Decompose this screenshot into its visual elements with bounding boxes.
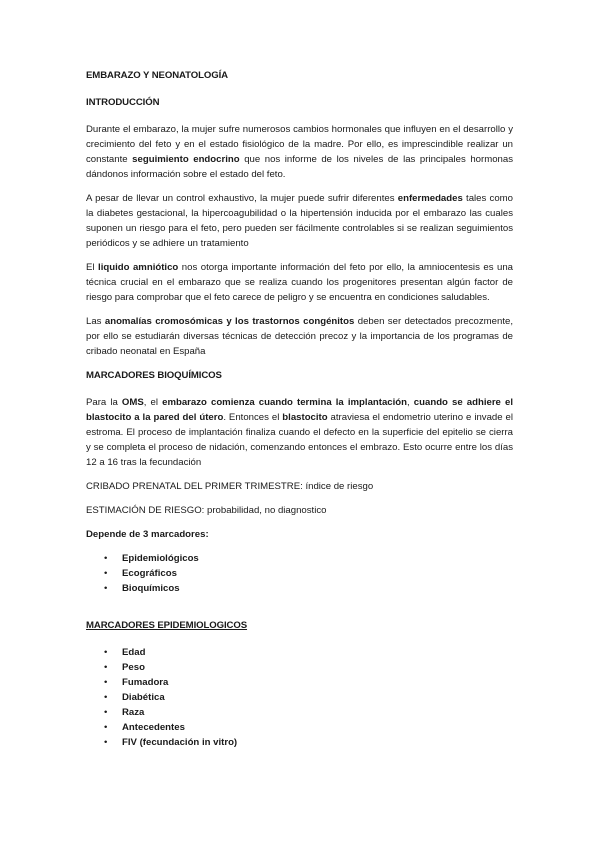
bold-term: seguimiento endocrino xyxy=(132,154,240,165)
list-item-label: Raza xyxy=(122,707,145,718)
bullet-icon: • xyxy=(104,662,108,673)
bullet-icon: • xyxy=(104,583,108,594)
bold-term: OMS xyxy=(121,397,144,408)
list-item-label: FIV (fecundación in vitro) xyxy=(122,737,238,748)
list-item-label: Epidemiológicos xyxy=(122,553,199,564)
marcadores-list xyxy=(86,551,513,596)
bold-term: liquido amniótico xyxy=(98,262,179,273)
bullet-icon: • xyxy=(104,692,108,703)
bullet-icon: • xyxy=(104,737,108,748)
intro-paragraph-1: Durante el embarazo, la mujer sufre numerosos cambios hormonales que influyen en el desarrollo y crecimiento del feto y en el estado fisiológico de la madre. Por ello, es imprescindible realizar un constante seguimiento endocrino que nos informe de los niveles de las principales hormonas dándonos información sobre el estado del feto. xyxy=(86,124,513,180)
cribado-line: CRIBADO PRENATAL DEL PRIMER TRIMESTRE: índice de riesgo xyxy=(86,481,374,492)
bold-term: embarazo comienza cuando termina la implantación xyxy=(162,397,408,408)
depende-line: Depende de 3 marcadores: xyxy=(86,529,209,540)
list-item-label: Diabética xyxy=(122,692,165,703)
intro-paragraph-3: El liquido amniótico nos otorga importante información del feto por ello, la amniocentesis es una técnica crucial en el embarazo que se realiza cuando los progenitores presentan algún factor de riesgo para comprobar que el feto carece de peligro y se encuentra en condiciones saludables. xyxy=(86,262,513,303)
list-item xyxy=(86,645,513,660)
bold-term: blastocito xyxy=(282,412,328,423)
bold-term: enfermedades xyxy=(397,193,463,204)
epidemiologicos-list xyxy=(86,645,513,750)
bioquimicos-paragraph-1: Para la OMS, el embarazo comienza cuando termina la implantación, cuando se adhiere el blastocito a la pared del útero. Entonces el blastocito atraviesa el endometrio uterino e invade el estroma. El proceso de implantación finaliza cuando el defecto en la superficie del epitelio se cierra y se completa el proceso de nidación, comenzando entonces el embrazo. Esto ocurre entre los días 12 a 16 tras la fecundación xyxy=(86,397,513,468)
list-item-label: Edad xyxy=(122,647,146,658)
section-heading-marcadores-bioquimicos: MARCADORES BIOQUÍMICOS xyxy=(86,370,222,381)
estimacion-line: ESTIMACIÓN DE RIESGO: probabilidad, no diagnostico xyxy=(86,505,327,516)
list-item-label: Bioquímicos xyxy=(122,583,180,594)
list-item xyxy=(86,581,513,596)
bullet-icon: • xyxy=(104,568,108,579)
intro-paragraph-4: Las anomalías cromosómicas y los trastornos congénitos deben ser detectados precozmente, por ello se estudiarán diversas técnicas de detección precoz y la importancia de los programas de cribado neonatal en España xyxy=(86,316,513,357)
list-item-label: Antecedentes xyxy=(122,722,185,733)
list-item xyxy=(86,675,513,690)
list-item-label: Peso xyxy=(122,662,145,673)
list-item xyxy=(86,735,513,750)
bullet-icon: • xyxy=(104,722,108,733)
bold-term: cuando se adhiere el blastocito a la pared del útero xyxy=(86,397,513,423)
bullet-icon: • xyxy=(104,553,108,564)
list-item xyxy=(86,690,513,705)
section-heading-marcadores-epidemiologicos: MARCADORES EPIDEMIOLOGICOS xyxy=(86,620,248,631)
section-heading-introduccion: INTRODUCCIÓN xyxy=(86,97,160,108)
document-title: EMBARAZO Y NEONATOLOGÍA xyxy=(86,70,228,81)
list-item xyxy=(86,705,513,720)
intro-paragraph-2: A pesar de llevar un control exhaustivo, la mujer puede sufrir diferentes enfermedades tales como la diabetes gestacional, la hipercoagubilidad o la hipertensión inducida por el embarazo las cuales suponen un riesgo para el feto, pero pueden ser fácilmente controlables si se realizan seguimientos periódicos y se adhiere un tratamiento xyxy=(86,193,513,249)
list-item xyxy=(86,566,513,581)
bullet-icon: • xyxy=(104,677,108,688)
bullet-icon: • xyxy=(104,707,108,718)
list-item-label: Ecográficos xyxy=(122,568,177,579)
bold-term: anomalías cromosómicas y los trastornos congénitos xyxy=(104,316,355,327)
list-item xyxy=(86,720,513,735)
list-item xyxy=(86,551,513,566)
list-item-label: Fumadora xyxy=(122,677,169,688)
bullet-icon: • xyxy=(104,647,108,658)
list-item xyxy=(86,660,513,675)
